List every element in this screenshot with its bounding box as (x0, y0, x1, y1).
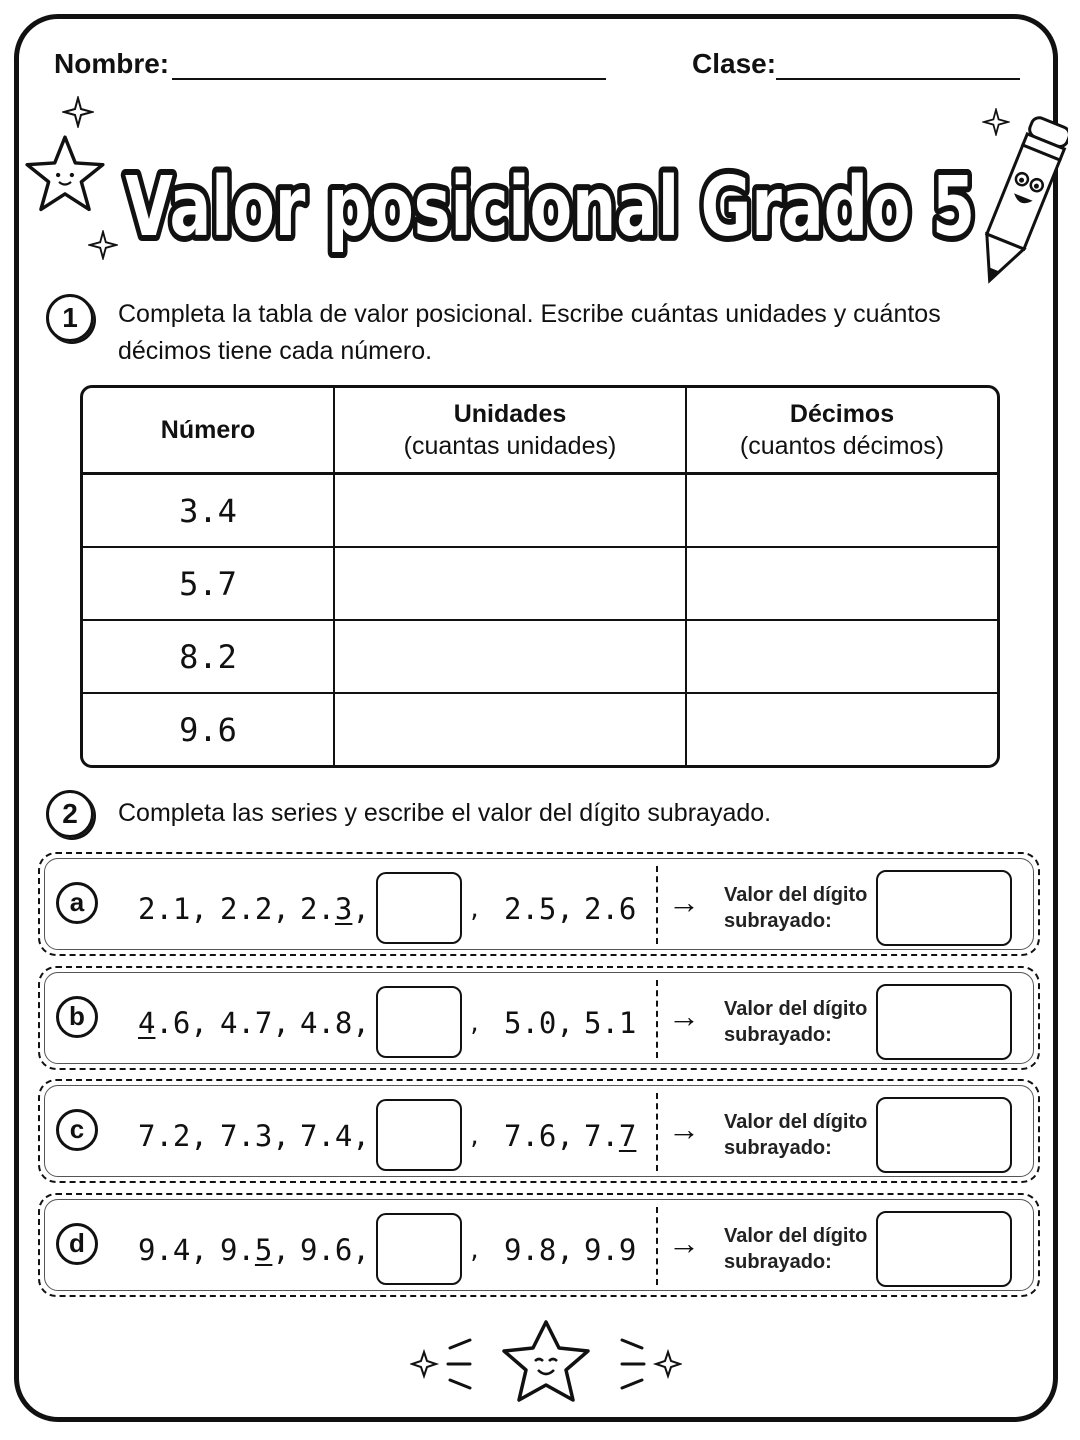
tenths-answer-cell[interactable] (687, 621, 997, 694)
series-number: 2.3, (300, 892, 370, 926)
value-label: Valor del dígito subrayado: (724, 884, 868, 932)
item-letter: a (56, 882, 98, 924)
value-label: Valor del dígito subrayado: (724, 998, 868, 1046)
smiling-star-icon (22, 132, 108, 218)
missing-number-box[interactable] (376, 872, 462, 944)
sparkle-icon (62, 96, 94, 128)
question-1-instruction (118, 296, 941, 370)
arrow-right-icon: → (668, 998, 700, 1034)
value-label: Valor del dígito subrayado: (724, 1111, 868, 1159)
comma: , (468, 1125, 482, 1150)
series-number: 7.2, (138, 1119, 208, 1153)
instruction-line: décimos tiene cada número. (118, 337, 433, 365)
item-letter: d (56, 1223, 98, 1265)
question-number-2: 2 (46, 790, 94, 838)
question-2-instruction: Completa las series y escribe el valor del dígito subrayado. (118, 799, 772, 827)
table-row (83, 694, 997, 765)
series-number: 7.3, (220, 1119, 290, 1153)
arrow-right-icon: → (668, 1111, 700, 1147)
units-answer-cell[interactable] (335, 475, 687, 548)
digit-value-answer-box[interactable] (876, 984, 1012, 1060)
series-number: 9.6, (300, 1233, 370, 1267)
series-number: 9.5, (220, 1233, 290, 1267)
series-number: 2.1, (138, 892, 208, 926)
tenths-answer-cell[interactable] (687, 694, 997, 765)
header-decimos: Décimos (cuantos décimos) (687, 388, 997, 475)
arrow-right-icon: → (668, 884, 700, 920)
comma: , (468, 898, 482, 923)
series-number: 4.6, (138, 1006, 208, 1040)
comma: , (468, 1012, 482, 1037)
underlined-digit: 3 (334, 892, 353, 926)
header-unidades: Unidades (cuantas unidades) (335, 388, 687, 475)
question-number-1: 1 (46, 294, 94, 342)
series-row-c (38, 1079, 1040, 1183)
series-row-a (38, 852, 1040, 956)
missing-number-box[interactable] (376, 986, 462, 1058)
sparkle-icon (88, 230, 118, 260)
series-number: 2.5, (504, 892, 574, 926)
divider (656, 866, 658, 944)
header-numero: Número (83, 388, 335, 475)
missing-number-box[interactable] (376, 1099, 462, 1171)
divider (656, 980, 658, 1058)
underlined-digit: 7 (618, 1119, 637, 1153)
item-letter: c (56, 1109, 98, 1151)
arrow-right-icon: → (668, 1225, 700, 1261)
pencil-mascot-icon (972, 100, 1068, 300)
item-letter: b (56, 996, 98, 1038)
value-label: Valor del dígito subrayado: (724, 1225, 868, 1273)
series-row-d (38, 1193, 1040, 1297)
comma: , (468, 1239, 482, 1264)
instruction-line: Completa la tabla de valor posicional. Escribe cuántas unidades y cuántos (118, 300, 941, 328)
digit-value-answer-box[interactable] (876, 1097, 1012, 1173)
digit-value-answer-box[interactable] (876, 870, 1012, 946)
tenths-answer-cell[interactable] (687, 475, 997, 548)
number-cell: 3.4 (83, 475, 335, 548)
units-answer-cell[interactable] (335, 548, 687, 621)
underlined-digit: 5 (254, 1233, 273, 1267)
worksheet-title (120, 135, 980, 265)
table-row (83, 475, 997, 548)
series-number: 2.2, (220, 892, 290, 926)
series-number: 9.9 (584, 1233, 637, 1267)
table-row (83, 548, 997, 621)
series-number: 2.6 (584, 892, 637, 926)
underlined-digit: 4 (138, 1006, 156, 1040)
missing-number-box[interactable] (376, 1213, 462, 1285)
svg-text:Valor posicional Grado 5: Valor posicional Grado 5 (125, 160, 975, 255)
number-cell: 5.7 (83, 548, 335, 621)
series-row-b (38, 966, 1040, 1070)
series-number: 7.7 (584, 1119, 637, 1153)
series-number: 5.0, (504, 1006, 574, 1040)
number-cell: 8.2 (83, 621, 335, 694)
series-number: 9.8, (504, 1233, 574, 1267)
digit-value-answer-box[interactable] (876, 1211, 1012, 1287)
class-field[interactable] (776, 78, 1020, 80)
series-number: 4.7, (220, 1006, 290, 1040)
units-answer-cell[interactable] (335, 621, 687, 694)
series-number: 5.1 (584, 1006, 637, 1040)
bottom-star-decoration-icon (410, 1318, 682, 1408)
tenths-answer-cell[interactable] (687, 548, 997, 621)
table-row (83, 621, 997, 694)
place-value-table (80, 385, 1000, 768)
divider (656, 1093, 658, 1171)
name-label: Nombre: (54, 48, 170, 79)
series-number: 4.8, (300, 1006, 370, 1040)
number-cell: 9.6 (83, 694, 335, 765)
units-answer-cell[interactable] (335, 694, 687, 765)
name-field[interactable] (172, 78, 606, 80)
divider (656, 1207, 658, 1285)
series-number: 9.4, (138, 1233, 208, 1267)
class-label: Clase: (692, 48, 777, 79)
series-number: 7.4, (300, 1119, 370, 1153)
series-number: 7.6, (504, 1119, 574, 1153)
